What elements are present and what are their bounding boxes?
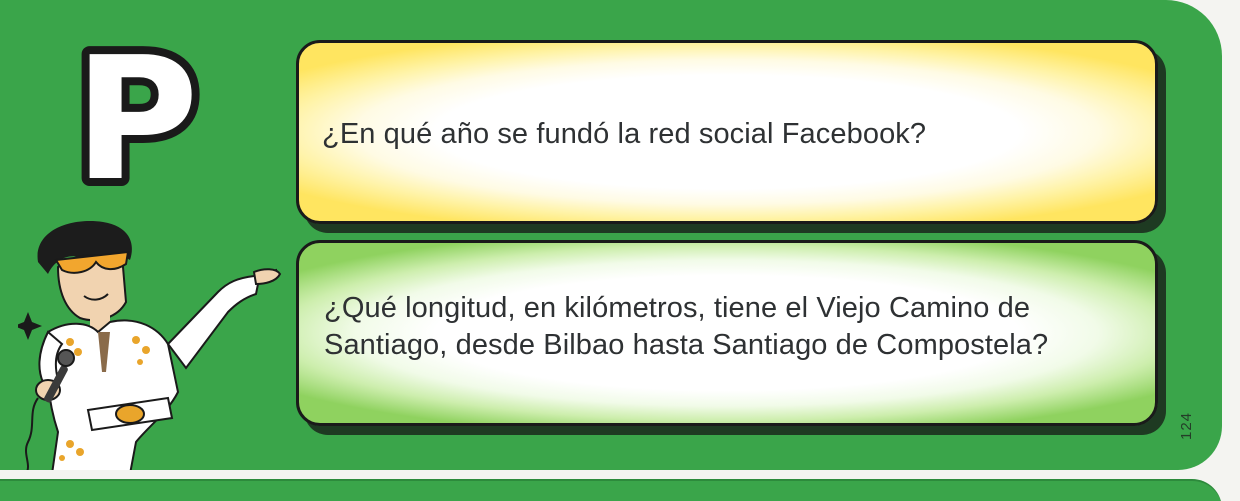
category-letter	[70, 30, 220, 200]
category-letter-glyph: P	[74, 30, 199, 200]
elvis-mascot-icon	[18, 212, 288, 470]
category-letter-art	[70, 30, 220, 200]
question-2-line-2: Santiago, desde Bilbao hasta Santiago de Compostela?	[324, 329, 1049, 361]
question-1-text: ¿En qué año se fundó la red social Facebook?	[322, 118, 927, 150]
next-card-edge	[0, 479, 1222, 501]
question-2-line-1: ¿Qué longitud, en kilómetros, tiene el Viejo Camino de	[324, 292, 1031, 324]
question-2-text	[324, 290, 1144, 364]
card-number: 124	[1178, 411, 1195, 440]
